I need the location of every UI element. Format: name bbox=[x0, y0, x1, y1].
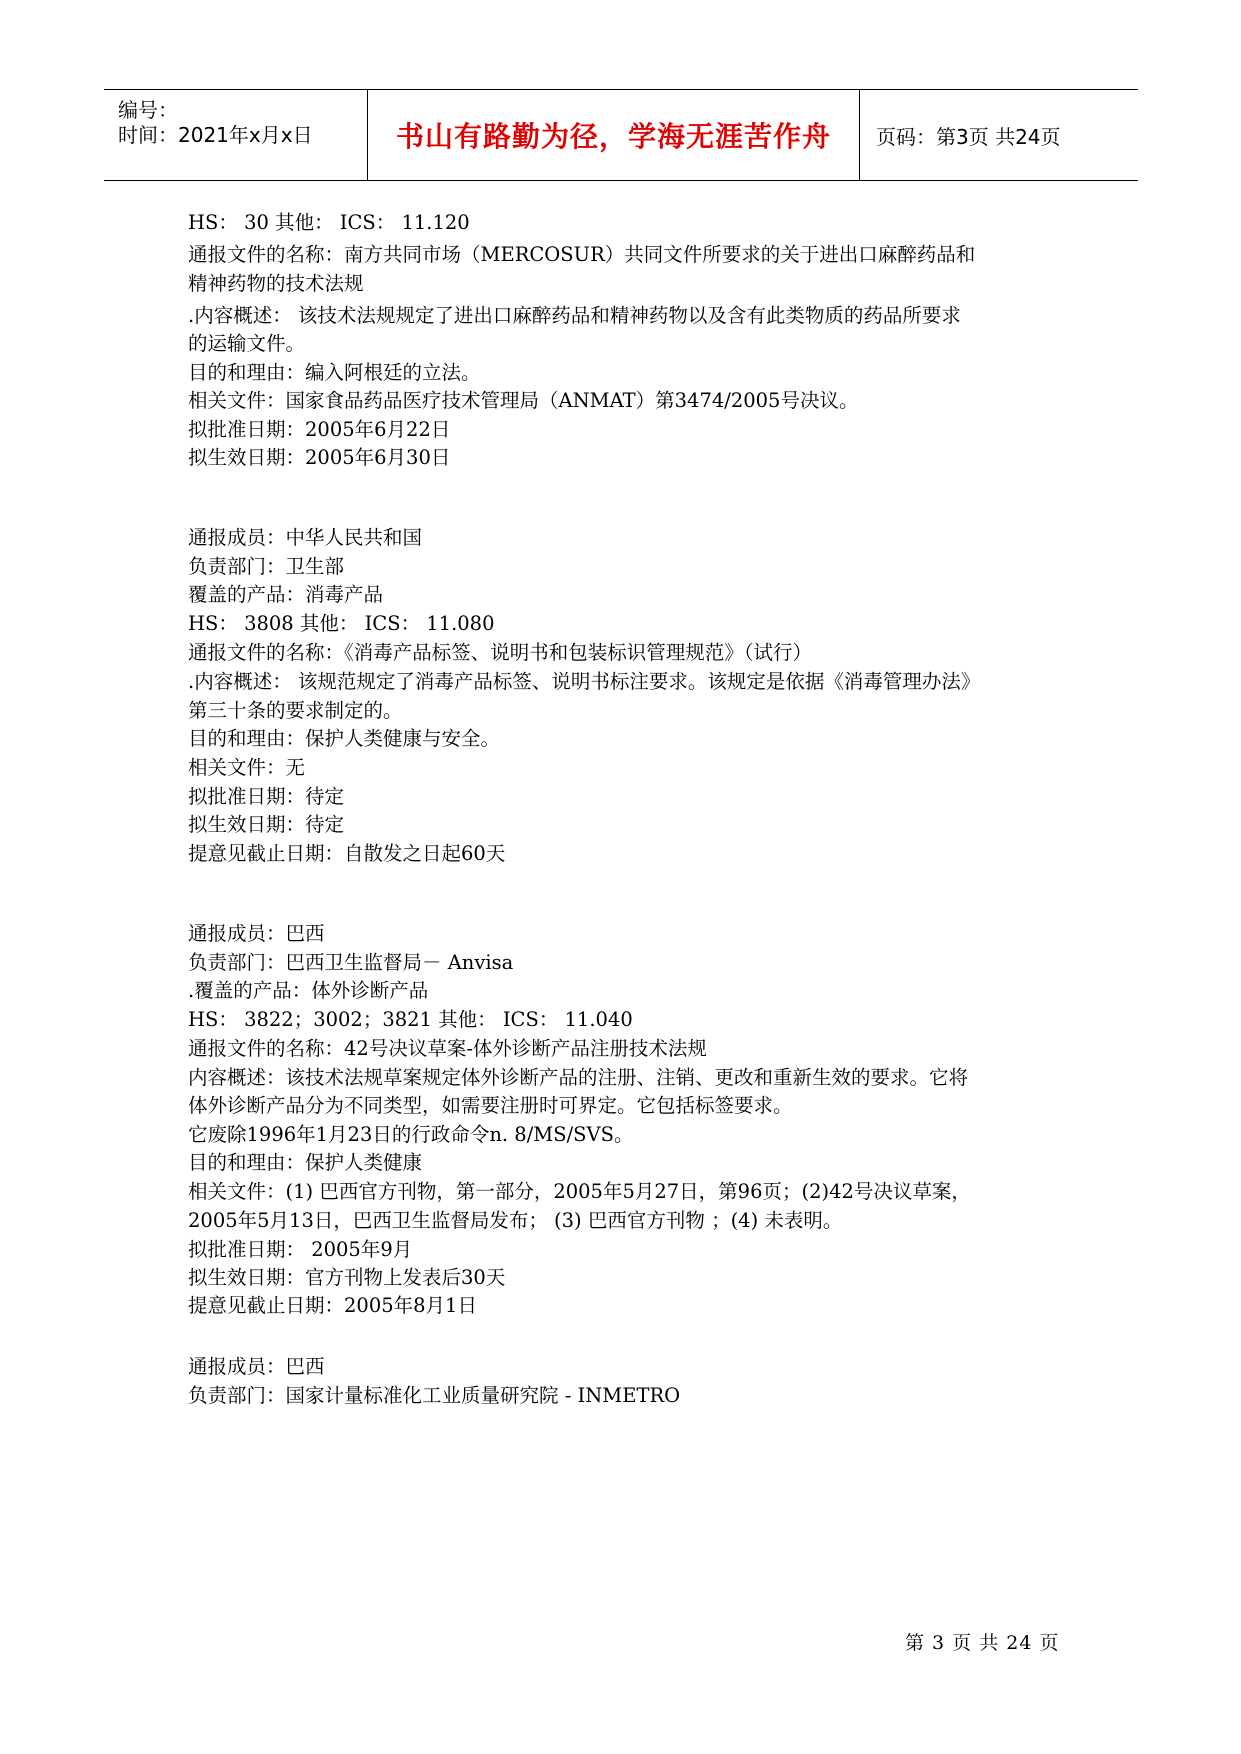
header-motto: 书山有路勤为径，学海无涯苦作舟 bbox=[395, 120, 831, 153]
body-line: 覆盖的产品：消毒产品 bbox=[188, 583, 384, 606]
body-line: 负责部门：巴西卫生监督局－ Anvisa bbox=[188, 951, 514, 974]
body-line: 提意见截止日期：自散发之日起60天 bbox=[188, 842, 506, 865]
header-page-info: 页码：第3页 共24页 bbox=[876, 124, 1061, 149]
document-time-label: 时间：2021年x月x日 bbox=[118, 123, 313, 147]
body-line: 拟生效日期：官方刊物上发表后30天 bbox=[188, 1266, 506, 1289]
body-line: HS： 3808 其他： ICS： 11.080 bbox=[188, 612, 495, 635]
body-line: 通报成员：中华人民共和国 bbox=[188, 526, 423, 549]
body-line: 精神药物的技术法规 bbox=[188, 272, 364, 295]
body-line: HS： 3822；3002；3821 其他： ICS： 11.040 bbox=[188, 1008, 633, 1031]
body-line: HS： 30 其他： ICS： 11.120 bbox=[188, 211, 470, 234]
body-line: 的运输文件。 bbox=[188, 332, 306, 355]
header-motto-cell bbox=[368, 90, 860, 180]
header-page-cell bbox=[860, 90, 1138, 180]
document-number-label: 编号： bbox=[118, 98, 178, 122]
body-line: 负责部门：卫生部 bbox=[188, 555, 345, 578]
body-line: 拟批准日期：2005年6月22日 bbox=[188, 418, 451, 441]
page-header bbox=[104, 89, 1138, 181]
body-line: 相关文件：国家食品药品医疗技术管理局（ANMAT）第3474/2005号决议。 bbox=[188, 389, 859, 412]
page-footer: 第 3 页 共 24 页 bbox=[905, 1632, 1060, 1654]
body-line: 提意见截止日期：2005年8月1日 bbox=[188, 1294, 477, 1317]
body-line: 通报成员：巴西 bbox=[188, 922, 325, 945]
body-line: .内容概述： 该规范规定了消毒产品标签、说明书标注要求。该规定是依据《消毒管理办法》 bbox=[188, 670, 981, 693]
header-meta-cell bbox=[104, 90, 368, 180]
body-line: 拟生效日期：待定 bbox=[188, 813, 345, 836]
body-line: 拟批准日期： 2005年9月 bbox=[188, 1238, 413, 1261]
body-line: 目的和理由：保护人类健康与安全。 bbox=[188, 727, 501, 750]
body-line: 2005年5月13日，巴西卫生监督局发布； (3) 巴西官方刊物 ；(4) 未表明。 bbox=[188, 1209, 843, 1232]
body-line: 通报成员：巴西 bbox=[188, 1355, 325, 1378]
body-line: 目的和理由：编入阿根廷的立法。 bbox=[188, 361, 481, 384]
body-line: 通报文件的名称：南方共同市场（MERCOSUR）共同文件所要求的关于进出口麻醉药品和 bbox=[188, 243, 976, 266]
body-line: 内容概述：该技术法规草案规定体外诊断产品的注册、注销、更改和重新生效的要求。它将 bbox=[188, 1066, 969, 1089]
body-line: 第三十条的要求制定的。 bbox=[188, 699, 403, 722]
body-line: .覆盖的产品：体外诊断产品 bbox=[188, 979, 429, 1002]
body-line: 负责部门：国家计量标准化工业质量研究院 - INMETRO bbox=[188, 1384, 681, 1407]
body-line: 拟生效日期：2005年6月30日 bbox=[188, 446, 451, 469]
body-line: 体外诊断产品分为不同类型，如需要注册时可界定。它包括标签要求。 bbox=[188, 1094, 793, 1117]
body-line: 拟批准日期：待定 bbox=[188, 785, 345, 808]
body-line: 相关文件：无 bbox=[188, 756, 306, 779]
body-line: 通报文件的名称：《消毒产品标签、说明书和包装标识管理规范》（试行） bbox=[188, 641, 813, 664]
body-line: 它废除1996年1月23日的行政命令n. 8/MS/SVS。 bbox=[188, 1123, 634, 1146]
body-line: 通报文件的名称：42号决议草案-体外诊断产品注册技术法规 bbox=[188, 1037, 707, 1060]
body-line: .内容概述： 该技术法规规定了进出口麻醉药品和精神药物以及含有此类物质的药品所要求 bbox=[188, 304, 961, 327]
body-line: 目的和理由：保护人类健康 bbox=[188, 1151, 423, 1174]
body-line: 相关文件：(1) 巴西官方刊物，第一部分，2005年5月27日，第96页；(2)42号决议草案， bbox=[188, 1180, 971, 1203]
